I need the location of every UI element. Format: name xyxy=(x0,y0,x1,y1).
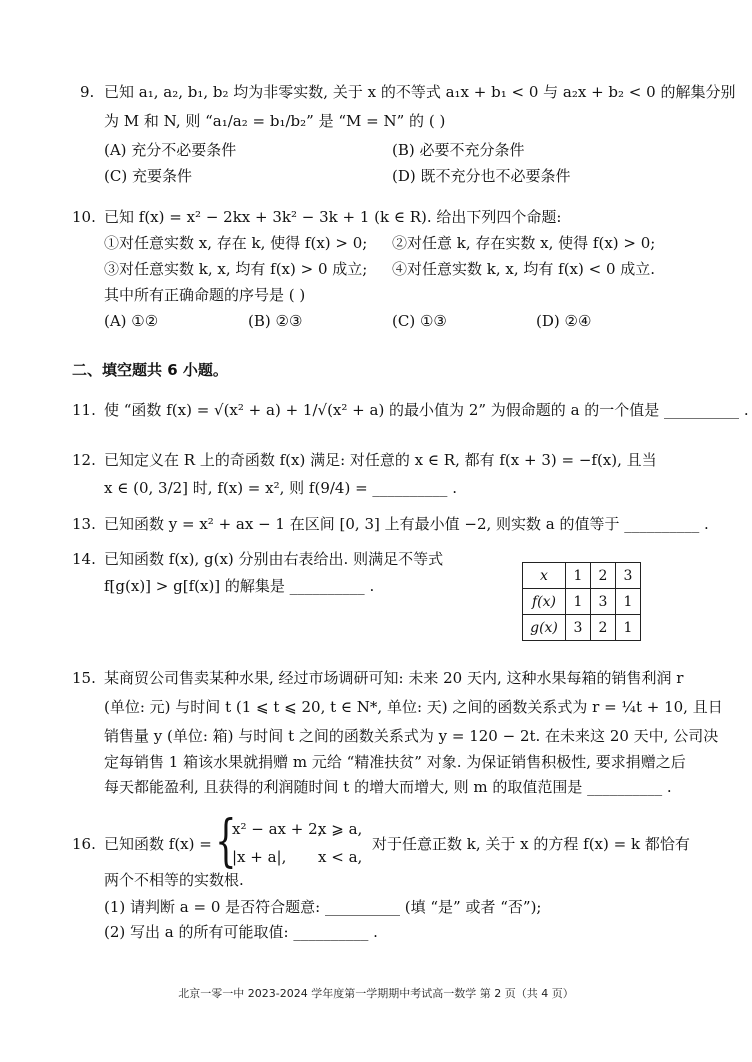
q16-case2-condition: x < a, xyxy=(318,848,363,866)
q10-proposition-1: ①对任意实数 x, 存在 k, 使得 f(x) > 0; xyxy=(104,234,368,252)
table-cell: 3 xyxy=(566,615,591,641)
q10-option-c: (C) ①③ xyxy=(392,312,447,330)
piecewise-brace: { xyxy=(215,809,237,874)
table-cell: 3 xyxy=(591,589,616,615)
q13-line1: 已知函数 y = x² + ax − 1 在区间 [0, 3] 上有最小值 −2, 则实数 a 的值等于 __________ . xyxy=(104,515,709,533)
q16-case1-expression: x² − ax + 2, xyxy=(232,820,323,838)
q16-tail: 对于任意正数 k, 关于 x 的方程 f(x) = k 都恰有 xyxy=(372,835,690,853)
q15-number: 15. xyxy=(72,669,96,687)
table-row xyxy=(523,563,641,589)
table-row xyxy=(523,615,641,641)
q10-option-d: (D) ②④ xyxy=(536,312,592,330)
q10-line1: 已知 f(x) = x² − 2kx + 3k² − 3k + 1 (k ∈ R). 给出下列四个命题: xyxy=(104,208,562,226)
q9-option-c: (C) 充要条件 xyxy=(104,167,192,185)
table-cell: 1 xyxy=(616,589,641,615)
q9-line1: 已知 a₁, a₂, b₁, b₂ 均为非零实数, 关于 x 的不等式 a₁x + b₁ < 0 与 a₂x + b₂ < 0 的解集分别 xyxy=(104,83,736,101)
table-row xyxy=(523,589,641,615)
function-value-table xyxy=(522,562,641,641)
q10-option-b: (B) ②③ xyxy=(248,312,303,330)
table-cell: 1 xyxy=(566,563,591,589)
q15-line4: 定每销售 1 箱该水果就捐赠 m 元给 “精准扶贫” 对象. 为保证销售积极性, 要求捐赠之后 xyxy=(104,753,686,771)
q13-number: 13. xyxy=(72,515,96,533)
q16-sub2: (2) 写出 a 的所有可能取值: __________ . xyxy=(104,923,378,941)
q11-line1: 使 “函数 f(x) = √(x² + a) + 1/√(x² + a) 的最小值为 2” 为假命题的 a 的一个值是 __________ . xyxy=(104,401,749,419)
q12-number: 12. xyxy=(72,451,96,469)
q10-number: 10. xyxy=(72,208,96,226)
q15-line5: 每天都能盈利, 且获得的利润随时间 t 的增大而增大, 则 m 的取值范围是 __________ . xyxy=(104,778,672,796)
q14-number: 14. xyxy=(72,550,96,568)
q15-line1: 某商贸公司售卖某种水果, 经过市场调研可知: 未来 20 天内, 这种水果每箱的销售利润 r xyxy=(104,669,684,687)
q10-proposition-2: ②对任意 k, 存在实数 x, 使得 f(x) > 0; xyxy=(392,234,656,252)
q12-line2: x ∈ (0, 3/2] 时, f(x) = x², 则 f(9/4) = __________ . xyxy=(104,479,457,497)
q9-option-a: (A) 充分不必要条件 xyxy=(104,141,237,159)
q9-option-b: (B) 必要不充分条件 xyxy=(392,141,525,159)
q14-line2: f[g(x)] > g[f(x)] 的解集是 __________ . xyxy=(104,577,375,595)
q10-option-a: (A) ①② xyxy=(104,312,159,330)
q10-proposition-4: ④对任意实数 k, x, 均有 f(x) < 0 成立. xyxy=(392,260,656,278)
table-cell: f(x) xyxy=(523,589,566,615)
q9-number: 9. xyxy=(80,83,95,101)
q9-line2: 为 M 和 N, 则 “a₁/a₂ = b₁/b₂” 是 “M = N” 的 ( ) xyxy=(104,112,446,130)
q14-line1: 已知函数 f(x), g(x) 分别由右表给出. 则满足不等式 xyxy=(104,550,444,568)
table-cell: 3 xyxy=(616,563,641,589)
q16-case1-condition: x ⩾ a, xyxy=(318,820,363,838)
q11-number: 11. xyxy=(72,401,96,419)
q15-line2: (单位: 元) 与时间 t (1 ⩽ t ⩽ 20, t ∈ N*, 单位: 天) 之间的函数关系式为 r = ¼t + 10, 且日 xyxy=(104,698,723,716)
section-2-heading: 二、填空题共 6 小题。 xyxy=(72,361,228,379)
table-cell: 2 xyxy=(591,615,616,641)
q16-lead: 已知函数 f(x) = xyxy=(104,835,212,853)
q9-option-d: (D) 既不充分也不必要条件 xyxy=(392,167,571,185)
page-footer: 北京一零一中 2023-2024 学年度第一学期期中考试高一数学 第 2 页（共 4 页） xyxy=(178,987,574,1000)
table-cell: 2 xyxy=(591,563,616,589)
q10-line4: 其中所有正确命题的序号是 ( ) xyxy=(104,286,306,304)
q16-number: 16. xyxy=(72,835,96,853)
q16-line2: 两个不相等的实数根. xyxy=(104,871,244,889)
table-cell: 1 xyxy=(566,589,591,615)
table-cell: 1 xyxy=(616,615,641,641)
table-cell: x xyxy=(523,563,566,589)
q16-case2-expression: |x + a|, xyxy=(232,848,287,866)
table-cell: g(x) xyxy=(523,615,566,641)
q15-line3: 销售量 y (单位: 箱) 与时间 t 之间的函数关系式为 y = 120 − 2t. 在未来这 20 天中, 公司决 xyxy=(104,727,719,745)
q12-line1: 已知定义在 R 上的奇函数 f(x) 满足: 对任意的 x ∈ R, 都有 f(x + 3) = −f(x), 且当 xyxy=(104,451,657,469)
q10-proposition-3: ③对任意实数 k, x, 均有 f(x) > 0 成立; xyxy=(104,260,368,278)
q16-sub1: (1) 请判断 a = 0 是否符合题意: __________ (填 “是” 或者 “否”); xyxy=(104,898,542,916)
